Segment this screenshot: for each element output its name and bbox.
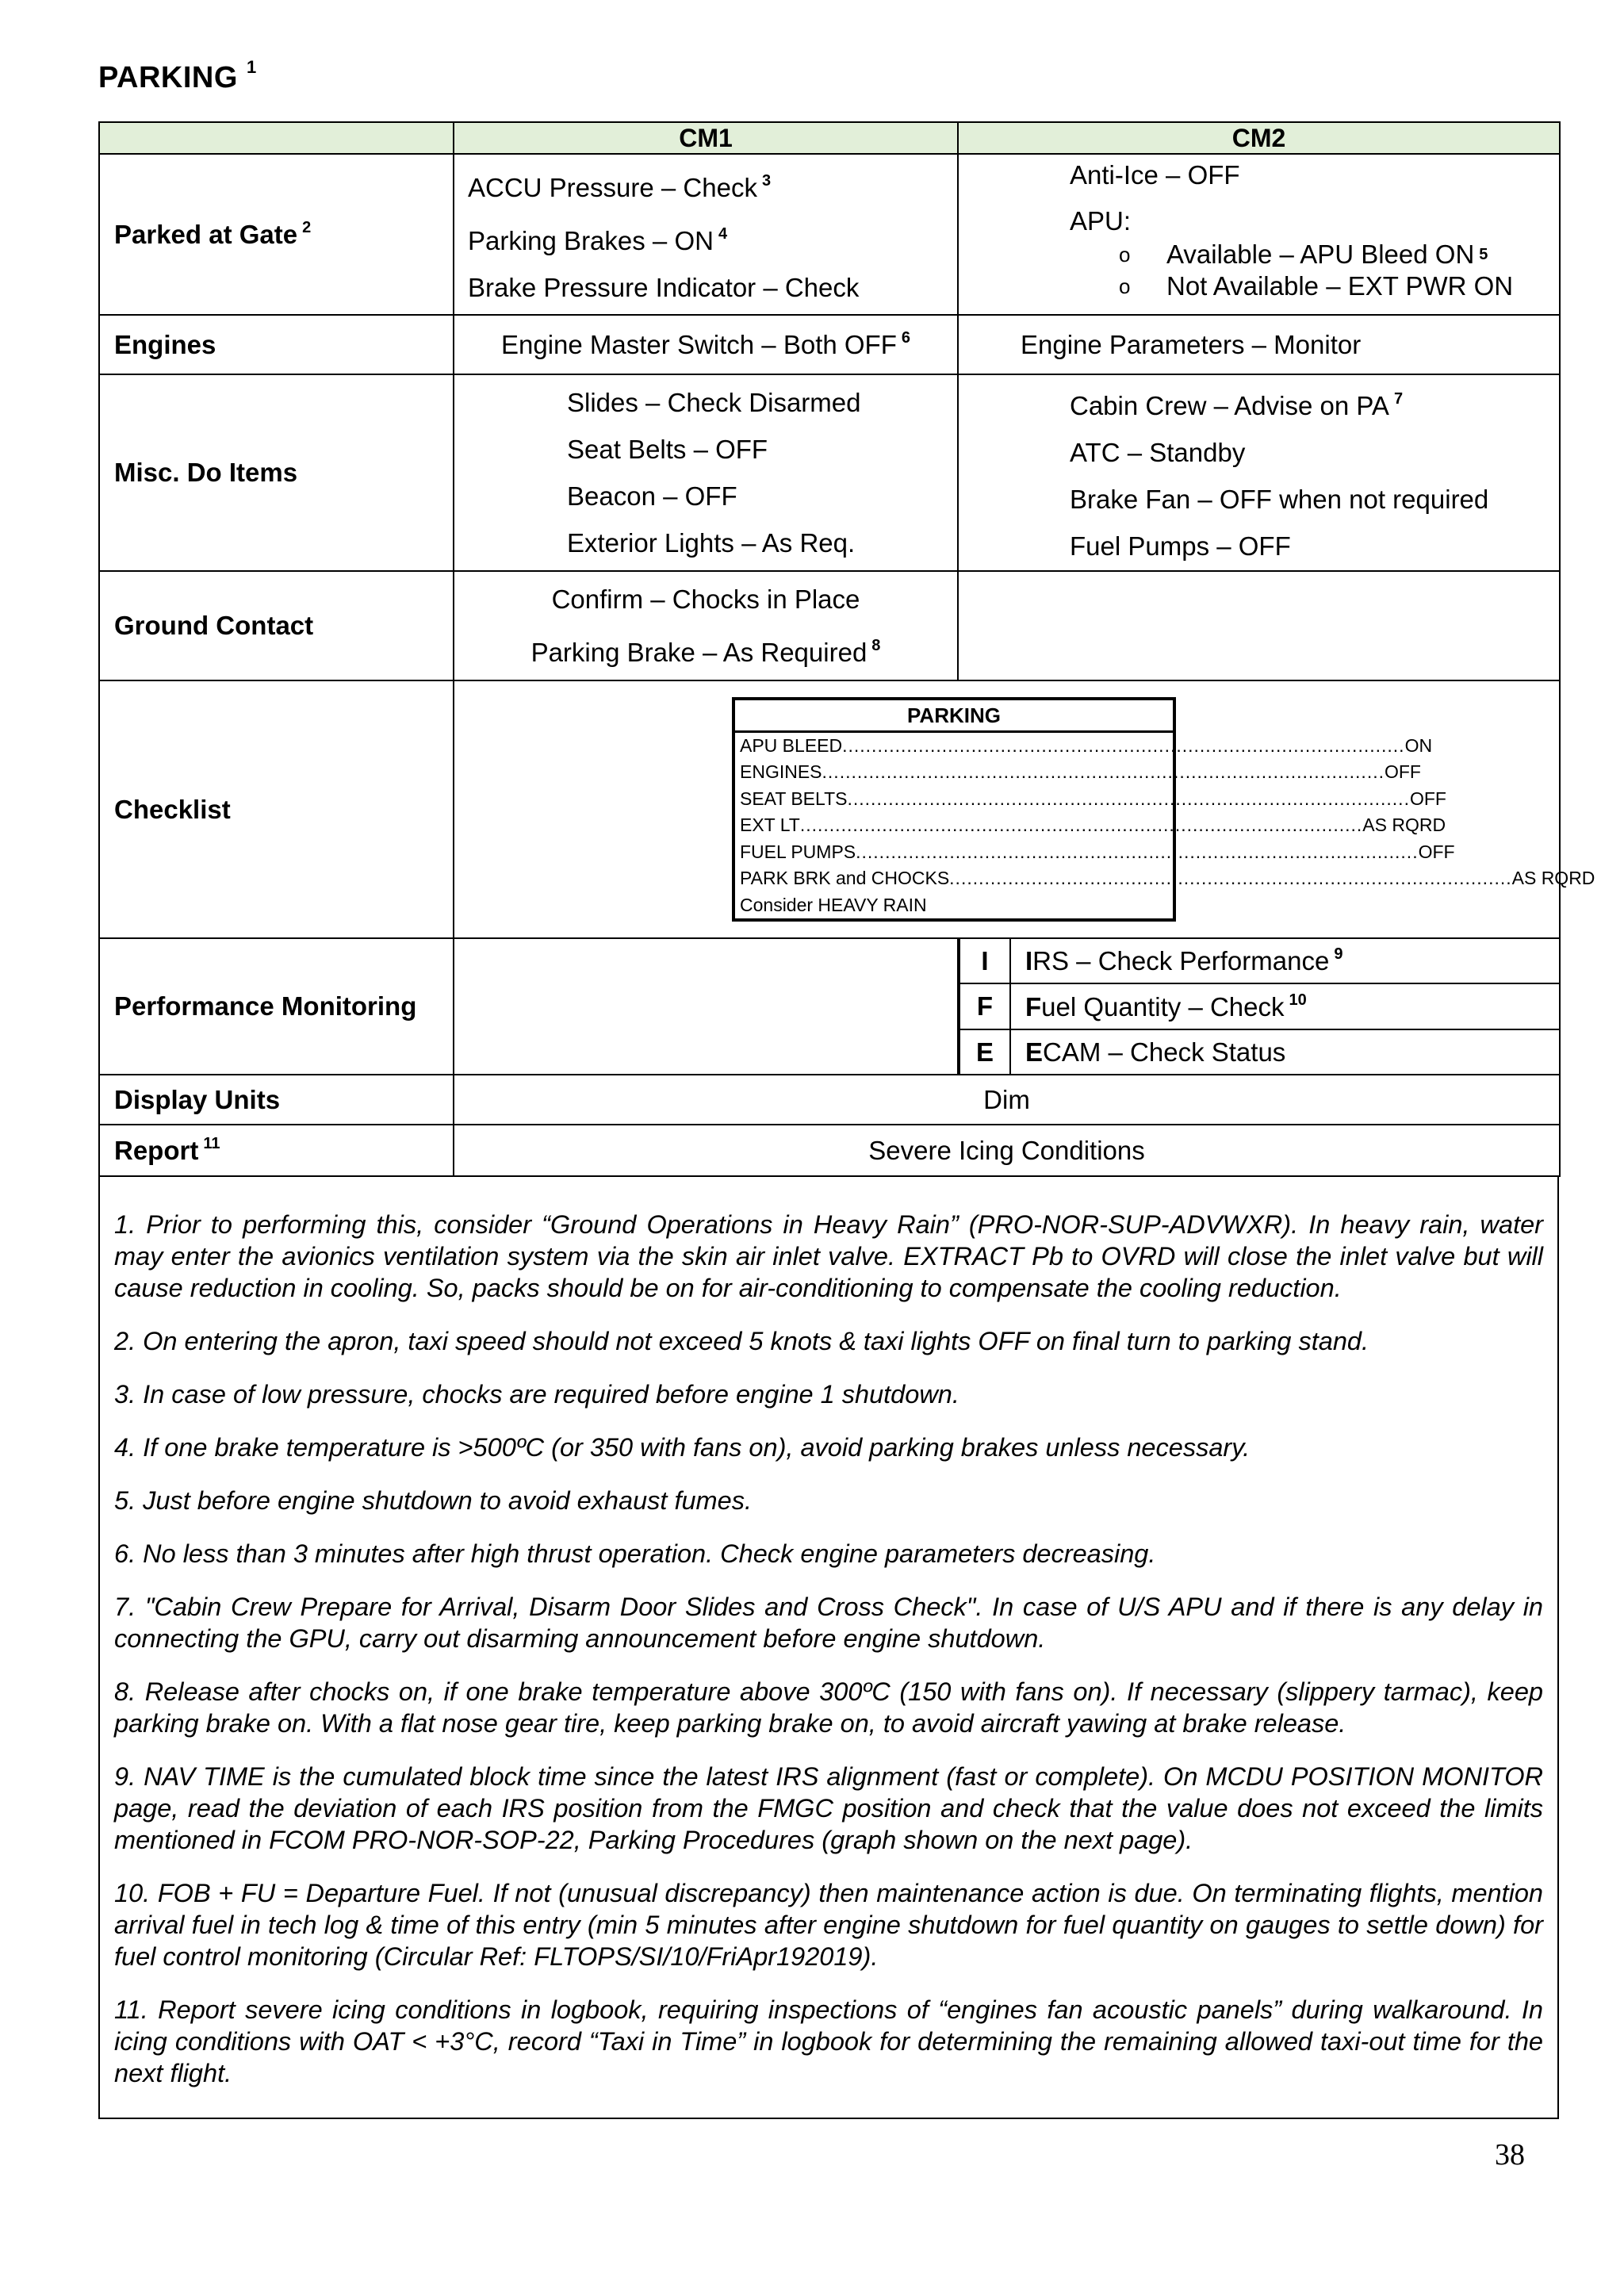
checklist-card-title: PARKING	[735, 700, 1173, 733]
header-empty	[99, 122, 454, 154]
footnote: 9. NAV TIME is the cumulated block time since the latest IRS alignment (fast or complete). On MCDU POSITION MONITOR page, read the deviation of each IRS position from the FMGC position and check that the value does not exceed the limits mentioned in FCOM PRO-NOR-SOP-22, Parking Procedures (graph shown on the next page).	[114, 1762, 1543, 1854]
cm2-cell	[958, 154, 1560, 315]
cm1-item: Confirm – Chocks in Place	[551, 585, 860, 614]
checklist-item: ENGINES ................................................................................................ OFF	[740, 761, 1421, 783]
row-label: Parked at Gate $^2$	[99, 154, 454, 315]
footnote: 3. In case of low pressure, chocks are required before engine 1 shutdown.	[114, 1380, 959, 1409]
row-performance-monitoring	[99, 938, 1560, 1075]
row-label: Performance Monitoring	[99, 938, 454, 1075]
row-label: Display Units	[99, 1075, 454, 1125]
cm2-item: Brake Fan – OFF when not required	[1070, 485, 1489, 514]
header-cm1: CM1	[454, 122, 958, 154]
checklist-item: EXT LT ................................................................................................ AS RQRD	[740, 815, 1446, 836]
footnote: 7. "Cabin Crew Prepare for Arrival, Disarm Door Slides and Cross Check". In case of U/S APU and if there is any delay in connecting the GPU, carry out disarming announcement before engine shutdown.	[114, 1593, 1543, 1653]
cm2-cell	[958, 374, 1560, 571]
ife-row	[959, 1029, 1559, 1074]
display-units-value: Dim	[454, 1075, 1560, 1125]
row-report	[99, 1125, 1560, 1176]
cm1-item: Brake Pressure Indicator – Check	[468, 273, 860, 302]
ife-cell	[958, 938, 1560, 1075]
ife-letter: I	[959, 939, 1010, 983]
ife-row	[959, 983, 1559, 1029]
cm1-item: Slides – Check Disarmed	[567, 388, 861, 417]
footnote: 6. No less than 3 minutes after high thrust operation. Check engine parameters decreasing.	[114, 1539, 1156, 1568]
row-label: Misc. Do Items	[99, 374, 454, 571]
apu-available: o Available – APU Bleed ON 5	[1119, 240, 1488, 269]
cm1-item: Beacon – OFF	[567, 481, 737, 511]
cm1-item: Exterior Lights – As Req.	[567, 528, 856, 558]
footnote: 5. Just before engine shutdown to avoid exhaust fumes.	[114, 1486, 752, 1515]
title-footnote-ref: 1	[246, 57, 257, 77]
row-display-units	[99, 1075, 1560, 1125]
footnote: 4. If one brake temperature is >500ºC (or 350 with fans on), avoid parking brakes unless necessary.	[114, 1433, 1251, 1462]
report-value: Severe Icing Conditions	[454, 1125, 1560, 1176]
footnote: 8. Release after chocks on, if one brake temperature above 300ºC (150 with fans on). If necessary (slippery tarmac), keep parking brake on. With a flat nose gear tire, keep parking brake on, to avoid aircraft yawing at brake release.	[114, 1677, 1543, 1738]
header-row	[99, 122, 1560, 154]
footnote: 10. FOB + FU = Departure Fuel. If not (unusual discrepancy) then maintenance action is due. On terminating flights, mention arrival fuel in tech log & time of this entry (min 5 minutes after engine shutdown for fuel quantity on gauges to settle down) for fuel control monitoring (Circular Ref: FLTOPS/SI/10/FriApr192019).	[114, 1879, 1543, 1971]
cm1-item: Parking Brake – As Required $^8$	[530, 637, 881, 667]
checklist-footer: Consider HEAVY RAIN	[740, 894, 927, 915]
footnotes	[98, 1177, 1559, 2119]
apu-not-available: o Not Available – EXT PWR ON	[1119, 271, 1514, 301]
ife-text: ECAM – Check Status	[1010, 1029, 1559, 1074]
bullet-icon: o	[1119, 274, 1131, 298]
checklist-item: FUEL PUMPS ................................................................................................ OFF	[740, 841, 1455, 862]
cm1-cell	[454, 154, 958, 315]
row-label: Report $^{11}$	[99, 1125, 454, 1176]
cm2-item: ATC – Standby	[1070, 438, 1246, 467]
parking-checklist-card	[732, 697, 1595, 922]
cm2-anti-ice: Anti-Ice – OFF	[1070, 160, 1240, 190]
row-label: Ground Contact	[99, 571, 454, 680]
cm2-item: Cabin Crew – Advise on PA $^7$	[1070, 390, 1404, 420]
parking-table	[98, 121, 1595, 1177]
ife-letter: F	[959, 983, 1010, 1029]
row-parked-at-gate	[99, 154, 1560, 315]
footnote: 11. Report severe icing conditions in logbook, requiring inspections of “engines fan acoustic panels” during walkaround. In icing conditions with OAT < +3°C, record “Taxi in Time” in logbook for determining the remaining allowed taxi-out time for the next flight.	[114, 1995, 1543, 2087]
cm1-item: ACCU Pressure – Check $^3$	[468, 172, 772, 202]
checklist-cell	[454, 680, 1595, 938]
row-label: Checklist	[99, 680, 454, 938]
checklist-item: PARK BRK and CHOCKS ................................................................................................ AS RQRD	[740, 868, 1595, 889]
cm2-cell: Engine Parameters – Monitor	[958, 315, 1560, 374]
cm1-cell-empty	[454, 938, 958, 1075]
checklist-item: SEAT BELTS ................................................................................................ OFF	[740, 788, 1446, 809]
ife-table	[959, 939, 1559, 1074]
cm1-item: Seat Belts – OFF	[567, 435, 768, 464]
apu-options	[1119, 239, 1559, 302]
cm1-cell: Engine Master Switch – Both OFF $^6$	[454, 315, 958, 374]
ife-text: IRS – Check Performance $^9$	[1010, 939, 1559, 983]
bullet-icon: o	[1119, 243, 1131, 266]
checklist-item: APU BLEED ................................................................................................ ON	[740, 734, 1433, 756]
row-label: Engines	[99, 315, 454, 374]
page-number: 38	[1495, 2138, 1525, 2171]
row-checklist	[99, 680, 1560, 938]
cm2-item: Fuel Pumps – OFF	[1070, 531, 1291, 561]
ife-row	[959, 939, 1559, 983]
row-ground-contact	[99, 571, 1560, 680]
cm1-cell	[454, 374, 958, 571]
ife-text: Fuel Quantity – Check $^{10}$	[1010, 983, 1559, 1029]
cm1-item: Parking Brakes – ON $^4$	[468, 225, 728, 255]
cm2-cell-empty	[958, 571, 1560, 680]
footnote: 2. On entering the apron, taxi speed should not exceed 5 knots & taxi lights OFF on final turn to parking stand.	[114, 1327, 1369, 1355]
cm2-apu: APU:	[1070, 206, 1132, 236]
header-cm2: CM2	[958, 122, 1560, 154]
page-title: PARKING $^1$	[98, 57, 257, 94]
ife-letter: E	[959, 1029, 1010, 1074]
row-engines	[99, 315, 1560, 374]
row-misc-do-items	[99, 374, 1560, 571]
footnote: 1. Prior to performing this, consider “Ground Operations in Heavy Rain” (PRO-NOR-SUP-ADVWXR). In heavy rain, water may enter the avionics ventilation system via the skin air inlet valve. EXTRACT Pb to OVRD will close the inlet valve but will cause reduction in cooling. So, packs should be on for air-conditioning to compensate the cooling reduction.	[114, 1210, 1543, 1302]
cm1-cell	[454, 571, 958, 680]
